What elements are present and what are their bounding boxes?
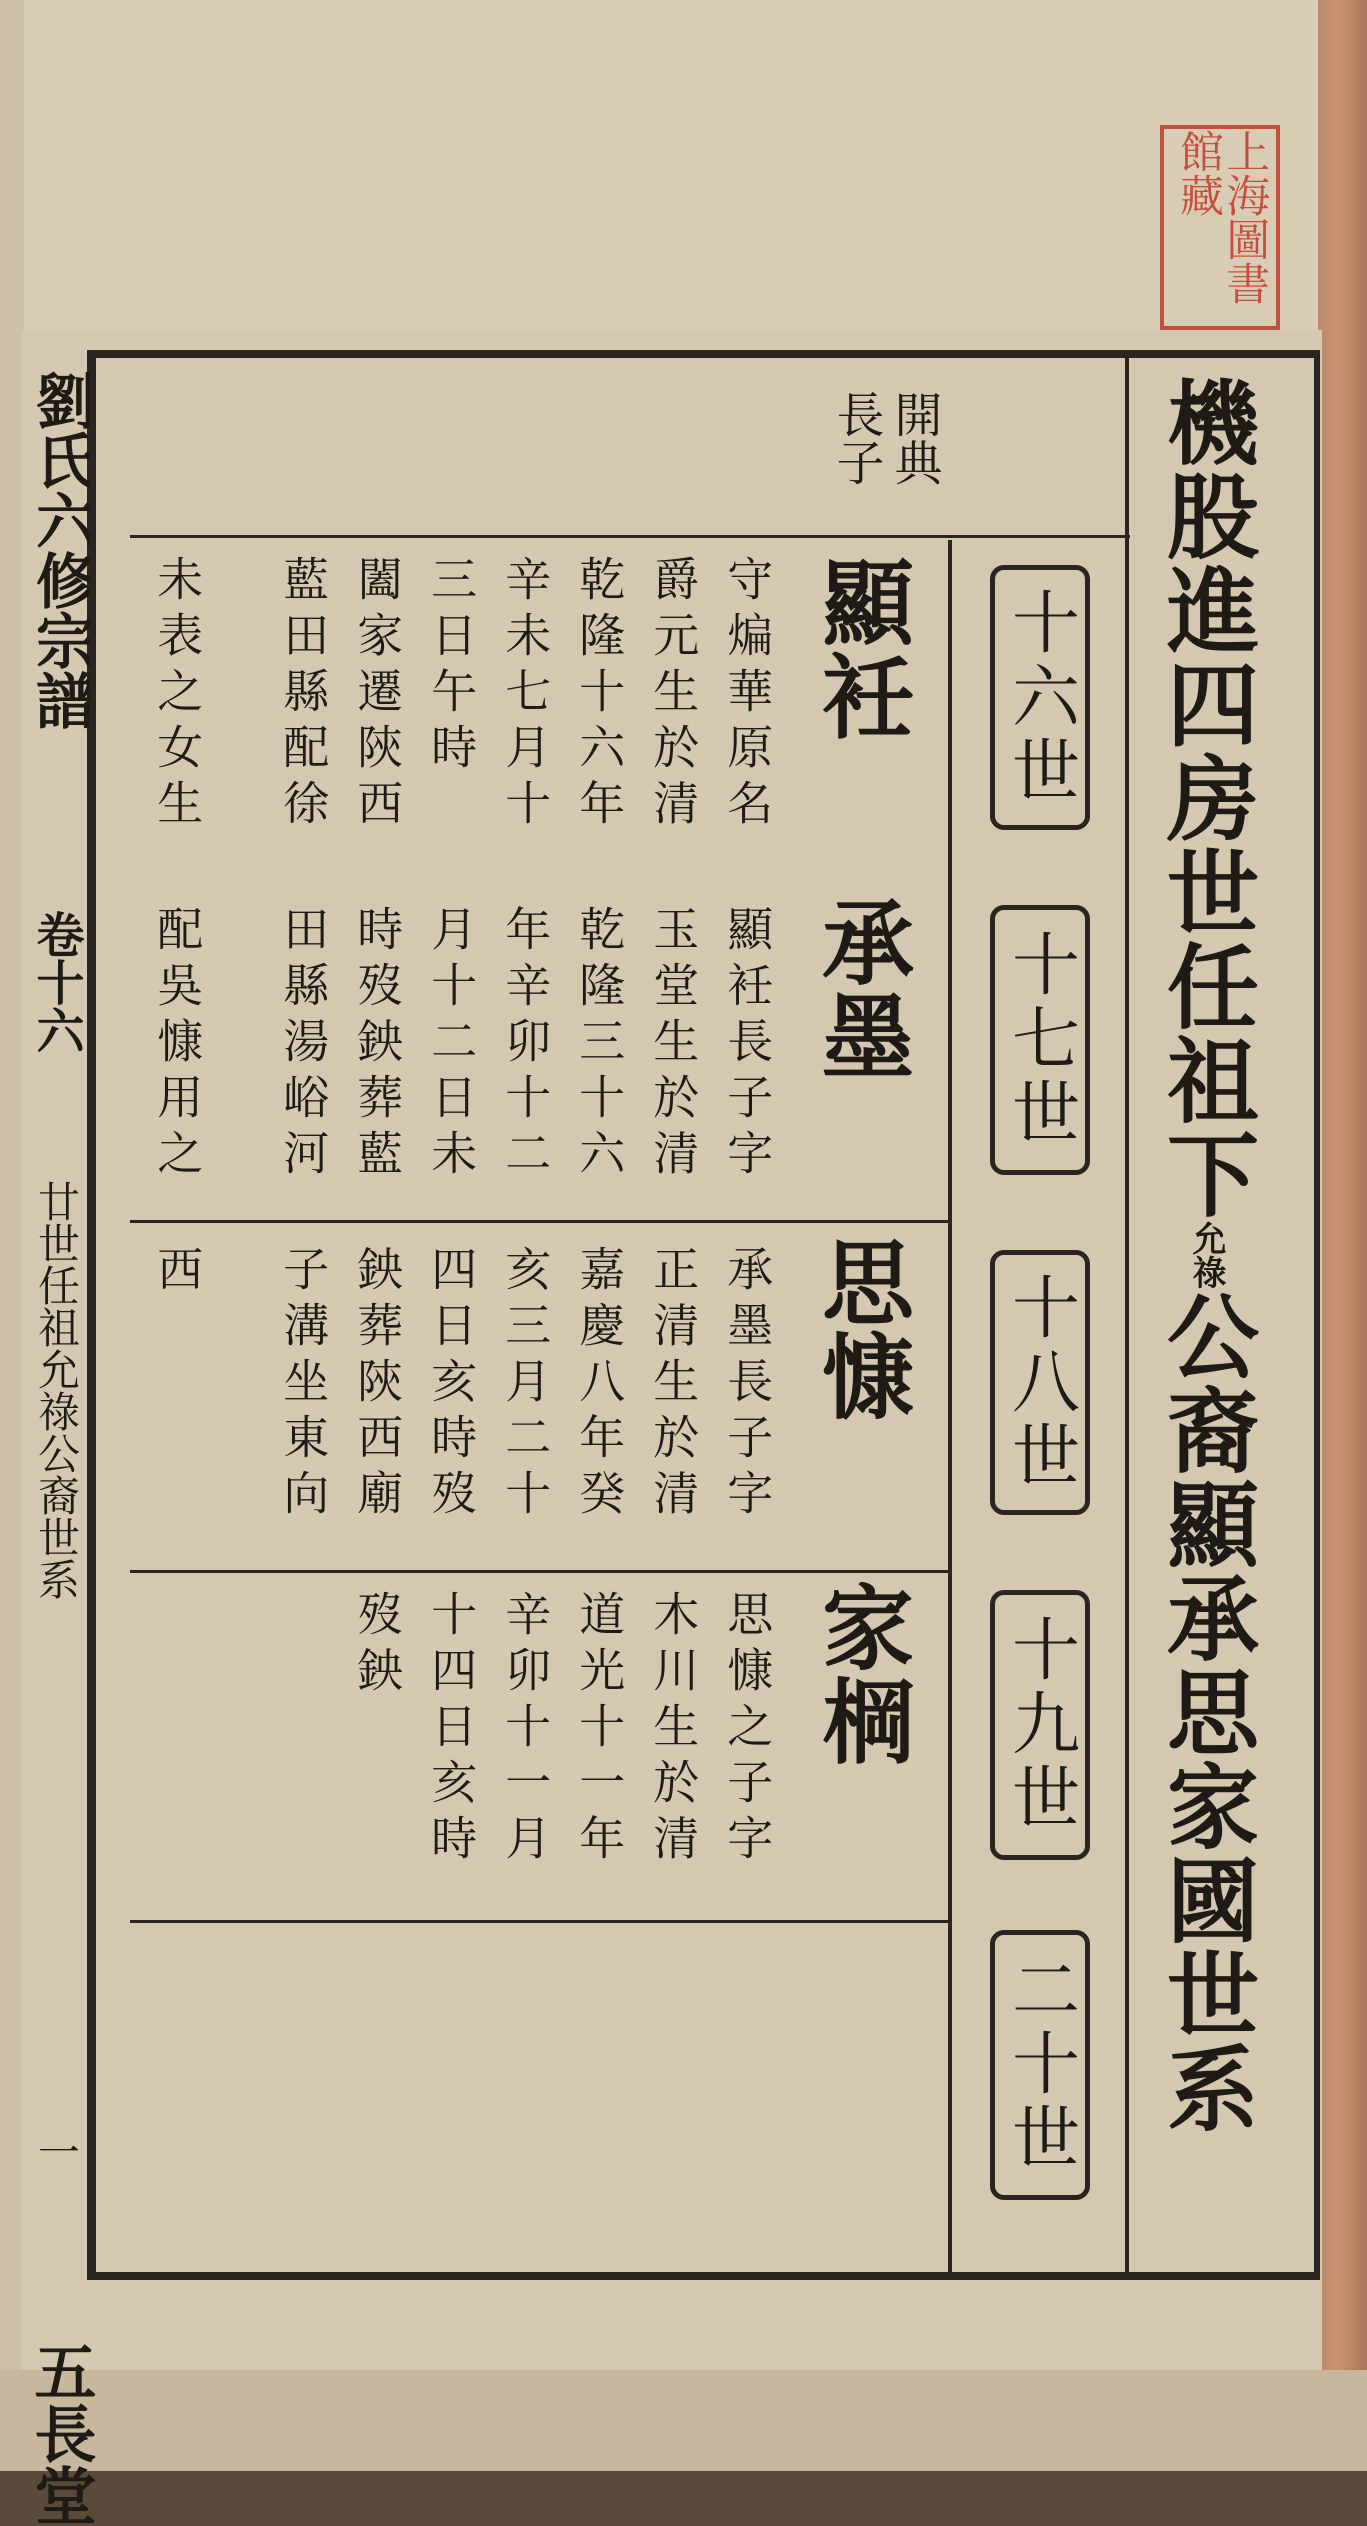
bio-line: 配吳慷用之 [150, 905, 205, 1185]
bio-line: 藍田縣配徐 [276, 555, 331, 835]
bio-line: 木川生於清 [646, 1590, 701, 1870]
bio-line: 年辛卯十二 [498, 905, 553, 1185]
entry-name: 思慷 [807, 1235, 915, 1423]
spine-volume: 卷十六 [28, 910, 84, 1054]
generation-label-20: 二十世 [990, 1930, 1090, 2200]
bio-line: 嘉慶八年癸 [572, 1245, 627, 1525]
main-title-part1: 機股進四房世任祖下 [1152, 375, 1260, 1221]
bio-line: 鉠葬陝西廟 [350, 1245, 405, 1525]
bio-line: 三日午時 [424, 555, 479, 779]
bio-line: 闔家遷陝西 [350, 555, 405, 835]
main-title-part2: 公裔顯承思家國世系 [1152, 1289, 1260, 2135]
bio-line: 歿鉠 [350, 1590, 405, 1702]
bio-line: 田縣湯峪河 [276, 905, 331, 1185]
lineage-note-1: 開典 [886, 390, 942, 486]
generation-label-19: 十九世 [990, 1590, 1090, 1860]
bio-line: 顯衽長子字 [720, 905, 775, 1185]
bio-line: 亥三月二十 [498, 1245, 553, 1525]
bio-line: 乾隆三十六 [572, 905, 627, 1185]
rule-header [130, 535, 1130, 538]
rule-row-2 [130, 1570, 950, 1573]
bio-line: 四日亥時歿 [424, 1245, 479, 1525]
bio-line: 承墨長子字 [720, 1245, 775, 1525]
spine-page-number: 一 [32, 2130, 81, 2172]
seal-text: 上海圖書館藏 [1172, 129, 1270, 305]
bio-line: 西 [150, 1245, 205, 1301]
bio-line: 子溝坐東向 [276, 1245, 331, 1525]
bio-line: 正清生於清 [646, 1245, 701, 1525]
rule-row-3 [130, 1920, 950, 1923]
rule-title-column [1125, 355, 1129, 2275]
entry-name: 家棡 [807, 1580, 915, 1768]
cover-flap [24, 0, 1324, 343]
page-frame [90, 350, 1320, 2280]
bio-line: 未表之女生 [150, 555, 205, 835]
bio-line: 玉堂生於清 [646, 905, 701, 1185]
spine-section: 廿世任祖允祿公裔世系 [32, 1180, 81, 1600]
generation-label-18: 十八世 [990, 1250, 1090, 1515]
entry-name: 顯衽 [807, 555, 915, 743]
main-title-small: 允祿 [1186, 1221, 1226, 1289]
bio-line: 十四日亥時 [424, 1590, 479, 1870]
bio-line: 辛未七月十 [498, 555, 553, 835]
bio-line: 爵元生於清 [646, 555, 701, 835]
bio-line: 月十二日未 [424, 905, 479, 1185]
rule-row-1 [130, 1220, 950, 1223]
page-spine-margin [0, 350, 97, 2526]
main-title [1140, 375, 1272, 2135]
bio-line: 思慷之子字 [720, 1590, 775, 1870]
lineage-note-2: 長子 [828, 390, 884, 486]
book-edge-right [1318, 0, 1367, 2471]
bio-line: 時歿鉠葬藍 [350, 905, 405, 1185]
generation-label-17: 十七世 [990, 905, 1090, 1175]
rule-generation-column [948, 540, 952, 2275]
generation-label-16: 十六世 [990, 565, 1090, 830]
bio-line: 道光十一年 [572, 1590, 627, 1870]
entry-name: 承墨 [807, 895, 915, 1083]
bio-line: 乾隆十六年 [572, 555, 627, 835]
bio-line: 辛卯十一月 [498, 1590, 553, 1870]
spine-hall-name: 五長堂 [24, 2340, 97, 2526]
bio-line: 守煸華原名 [720, 555, 775, 835]
book-edge-bottom [0, 2370, 1367, 2471]
spine-title: 劉氏六修宗譜 [26, 370, 96, 730]
library-seal [1160, 125, 1280, 330]
